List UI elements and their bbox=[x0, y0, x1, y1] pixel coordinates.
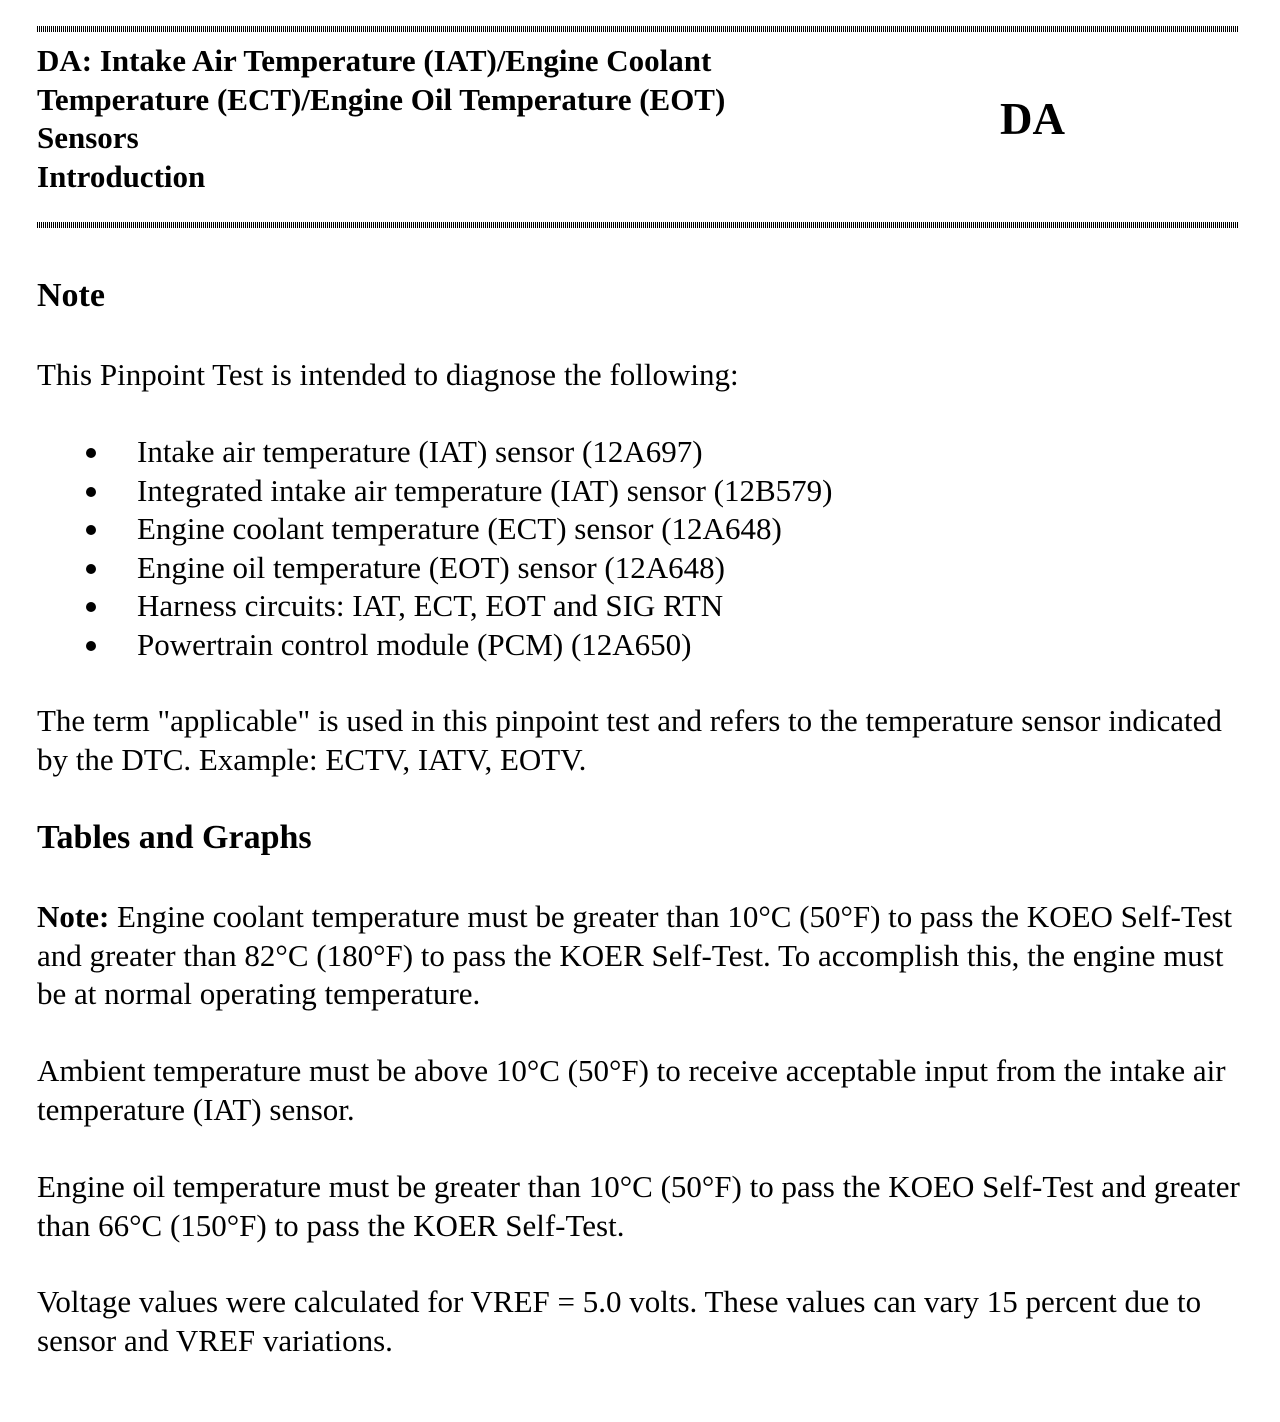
title-line: Sensors bbox=[37, 120, 139, 155]
bullet-icon bbox=[86, 641, 96, 651]
oil-temperature-paragraph: Engine oil temperature must be greater than 10°C (50°F) to pass the KOEO Self-Test and greater than 66°C (150°F) to pass the KOER Self-Test. bbox=[37, 1169, 1240, 1243]
bullet-icon bbox=[86, 448, 96, 458]
bullet-icon bbox=[86, 564, 96, 574]
voltage-paragraph: Voltage values were calculated for VREF = 5.0 volts. These values can vary 15 percent due to sensor and VREF variations. bbox=[37, 1284, 1202, 1358]
list-item-text: Harness circuits: IAT, ECT, EOT and SIG RTN bbox=[137, 588, 724, 623]
tables-graphs-heading: Tables and Graphs bbox=[37, 819, 312, 856]
diagnosis-list bbox=[37, 433, 833, 664]
intro-paragraph: This Pinpoint Test is intended to diagnose the following: bbox=[37, 357, 739, 392]
bullet-icon bbox=[86, 487, 96, 497]
list-item bbox=[37, 549, 833, 588]
header-top-rule bbox=[37, 26, 1238, 32]
ambient-paragraph: Ambient temperature must be above 10°C (50°F) to receive acceptable input from the intake air temperature (IAT) sensor. bbox=[37, 1053, 1226, 1127]
list-item-text: Engine oil temperature (EOT) sensor (12A648) bbox=[137, 549, 725, 585]
applicable-term-paragraph: The term "applicable" is used in this pinpoint test and refers to the temperature sensor indicated by the DTC. Example: ECTV, IATV, EOTV. bbox=[37, 703, 1222, 777]
list-item bbox=[37, 472, 833, 511]
note-heading: Note bbox=[37, 277, 105, 314]
section-code: DA bbox=[1000, 94, 1065, 144]
list-item bbox=[37, 626, 833, 665]
note-text: Engine coolant temperature must be greater than 10°C (50°F) to pass the KOEO Self-Test and greater than 82°C (180°F) to pass the KOER Self-Test. To accomplish this, the engine must be at normal operating temperature. bbox=[37, 899, 1233, 1011]
title-line: DA: Intake Air Temperature (IAT)/Engine Coolant bbox=[37, 43, 712, 78]
bullet-icon bbox=[86, 525, 96, 535]
list-item-text: Intake air temperature (IAT) sensor (12A697) bbox=[137, 434, 703, 469]
note-label: Note: bbox=[37, 899, 110, 934]
bullet-icon bbox=[86, 602, 96, 612]
title-line: Introduction bbox=[37, 158, 206, 194]
list-item bbox=[37, 587, 833, 626]
header-bottom-rule bbox=[37, 222, 1238, 228]
list-item bbox=[37, 433, 833, 472]
list-item-text: Engine coolant temperature (ECT) sensor (12A648) bbox=[137, 511, 782, 546]
coolant-note-paragraph bbox=[37, 898, 1247, 1014]
list-item bbox=[37, 510, 833, 549]
document-title bbox=[37, 42, 837, 196]
title-line: Temperature (ECT)/Engine Oil Temperature (EOT) bbox=[37, 81, 726, 117]
list-item-text: Integrated intake air temperature (IAT) sensor (12B579) bbox=[137, 472, 833, 508]
list-item-text: Powertrain control module (PCM) (12A650) bbox=[137, 626, 692, 662]
